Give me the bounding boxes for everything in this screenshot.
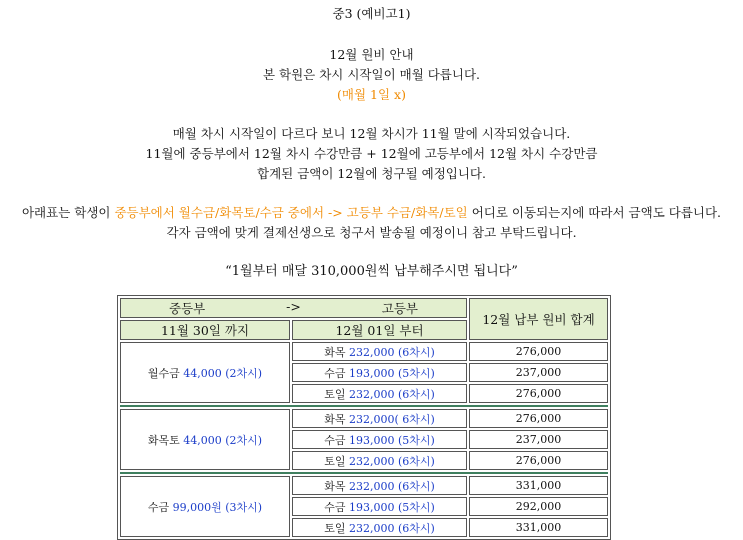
- header-transition: [120, 298, 467, 318]
- paragraph-2-highlight: 중등부에서 월수금/화목토/수금 중에서 -> 고등부 수금/화목/토일: [114, 205, 468, 220]
- day-label: 토일: [324, 521, 346, 535]
- total-cell: 237,000: [469, 363, 608, 382]
- high-school-cell: [292, 451, 467, 470]
- day-label: 토일: [324, 454, 346, 468]
- group-amount: 99,000원 (3차시): [172, 500, 263, 514]
- group-label: 수금: [147, 500, 170, 514]
- notice-title: 12월 원비 안내: [329, 47, 414, 62]
- day-amount: 232,000 (6차시): [348, 387, 435, 401]
- day-amount: 232,000 (6차시): [348, 521, 435, 535]
- high-school-cell: [292, 342, 467, 361]
- total-cell: 331,000: [469, 518, 608, 537]
- high-school-cell: [292, 384, 467, 403]
- group-separator: [120, 405, 608, 407]
- paragraph-1-line-3: 합계된 금액이 12월에 청구될 예정입니다.: [257, 166, 486, 181]
- page-title: 중3 (예비고1): [332, 6, 411, 21]
- day-label: 화목: [324, 479, 346, 493]
- header-total: 12월 납부 원비 합계: [469, 298, 608, 340]
- high-school-cell: [292, 363, 467, 382]
- notice-note: (매월 1일 x): [337, 87, 406, 102]
- table-header-row-1: [120, 298, 608, 318]
- paragraph-1-line-1: 매월 차시 시작일이 다르다 보니 12월 차시가 11월 말에 시작되었습니다.: [172, 126, 571, 141]
- group-separator-line: [120, 405, 608, 407]
- day-label: 화목: [324, 412, 346, 426]
- day-label: 수금: [324, 433, 346, 447]
- total-cell: 276,000: [469, 342, 608, 361]
- high-school-cell: [292, 518, 467, 537]
- group-separator: [120, 472, 608, 474]
- paragraph-2-suffix: 어디로 이동되는지에 따라서 금액도 다릅니다.: [467, 205, 722, 220]
- day-amount: 232,000 (6차시): [348, 454, 435, 468]
- day-amount: 232,000( 6차시): [348, 412, 435, 426]
- total-cell: 276,000: [469, 384, 608, 403]
- table-row: [120, 342, 608, 361]
- header-arrow: ->: [286, 299, 301, 314]
- fee-table: [117, 295, 611, 540]
- paragraph-2-line-2: 각자 금액에 맞게 결제선생으로 청구서 발송될 예정이니 참고 부탁드립니다.: [166, 225, 577, 240]
- table-row: [120, 409, 608, 428]
- day-amount: 232,000 (6차시): [348, 479, 435, 493]
- table-row: [120, 476, 608, 495]
- high-school-cell: [292, 476, 467, 495]
- group-amount: 44,000 (2차시): [183, 433, 263, 447]
- day-amount: 193,000 (5차시): [348, 366, 435, 380]
- high-school-cell: [292, 497, 467, 516]
- payment-quote: “1월부터 매달 310,000원씩 납부해주시면 됩니다”: [225, 264, 518, 279]
- day-amount: 193,000 (5차시): [348, 500, 435, 514]
- day-label: 수금: [324, 500, 346, 514]
- total-cell: 276,000: [469, 409, 608, 428]
- total-cell: 276,000: [469, 451, 608, 470]
- paragraph-1-line-2: 11월에 중등부에서 12월 차시 수강만큼 + 12월에 고등부에서 12월 차시 수강만큼: [145, 146, 598, 161]
- total-cell: 237,000: [469, 430, 608, 449]
- group-label: 월수금: [147, 366, 180, 380]
- day-label: 토일: [324, 387, 346, 401]
- group-separator-line: [120, 472, 608, 474]
- group-cell: [120, 476, 290, 537]
- day-amount: 232,000 (6차시): [348, 345, 435, 359]
- total-cell: 331,000: [469, 476, 608, 495]
- group-label: 화목토: [147, 433, 180, 447]
- high-school-cell: [292, 409, 467, 428]
- header-high-school: 고등부: [381, 301, 418, 316]
- day-amount: 193,000 (5차시): [348, 433, 435, 447]
- paragraph-2-prefix: 아래표는 학생이: [21, 205, 115, 220]
- day-label: 수금: [324, 366, 346, 380]
- group-amount: 44,000 (2차시): [183, 366, 263, 380]
- high-school-cell: [292, 430, 467, 449]
- header-from: 12월 01일 부터: [292, 320, 467, 340]
- notice-subtitle: 본 학원은 차시 시작일이 매월 다릅니다.: [262, 67, 481, 82]
- day-label: 화목: [324, 345, 346, 359]
- group-cell: [120, 409, 290, 470]
- header-until: 11월 30일 까지: [120, 320, 290, 340]
- total-cell: 292,000: [469, 497, 608, 516]
- group-cell: [120, 342, 290, 403]
- paragraph-2-line-1: [0, 205, 743, 221]
- header-middle-school: 중등부: [169, 301, 206, 316]
